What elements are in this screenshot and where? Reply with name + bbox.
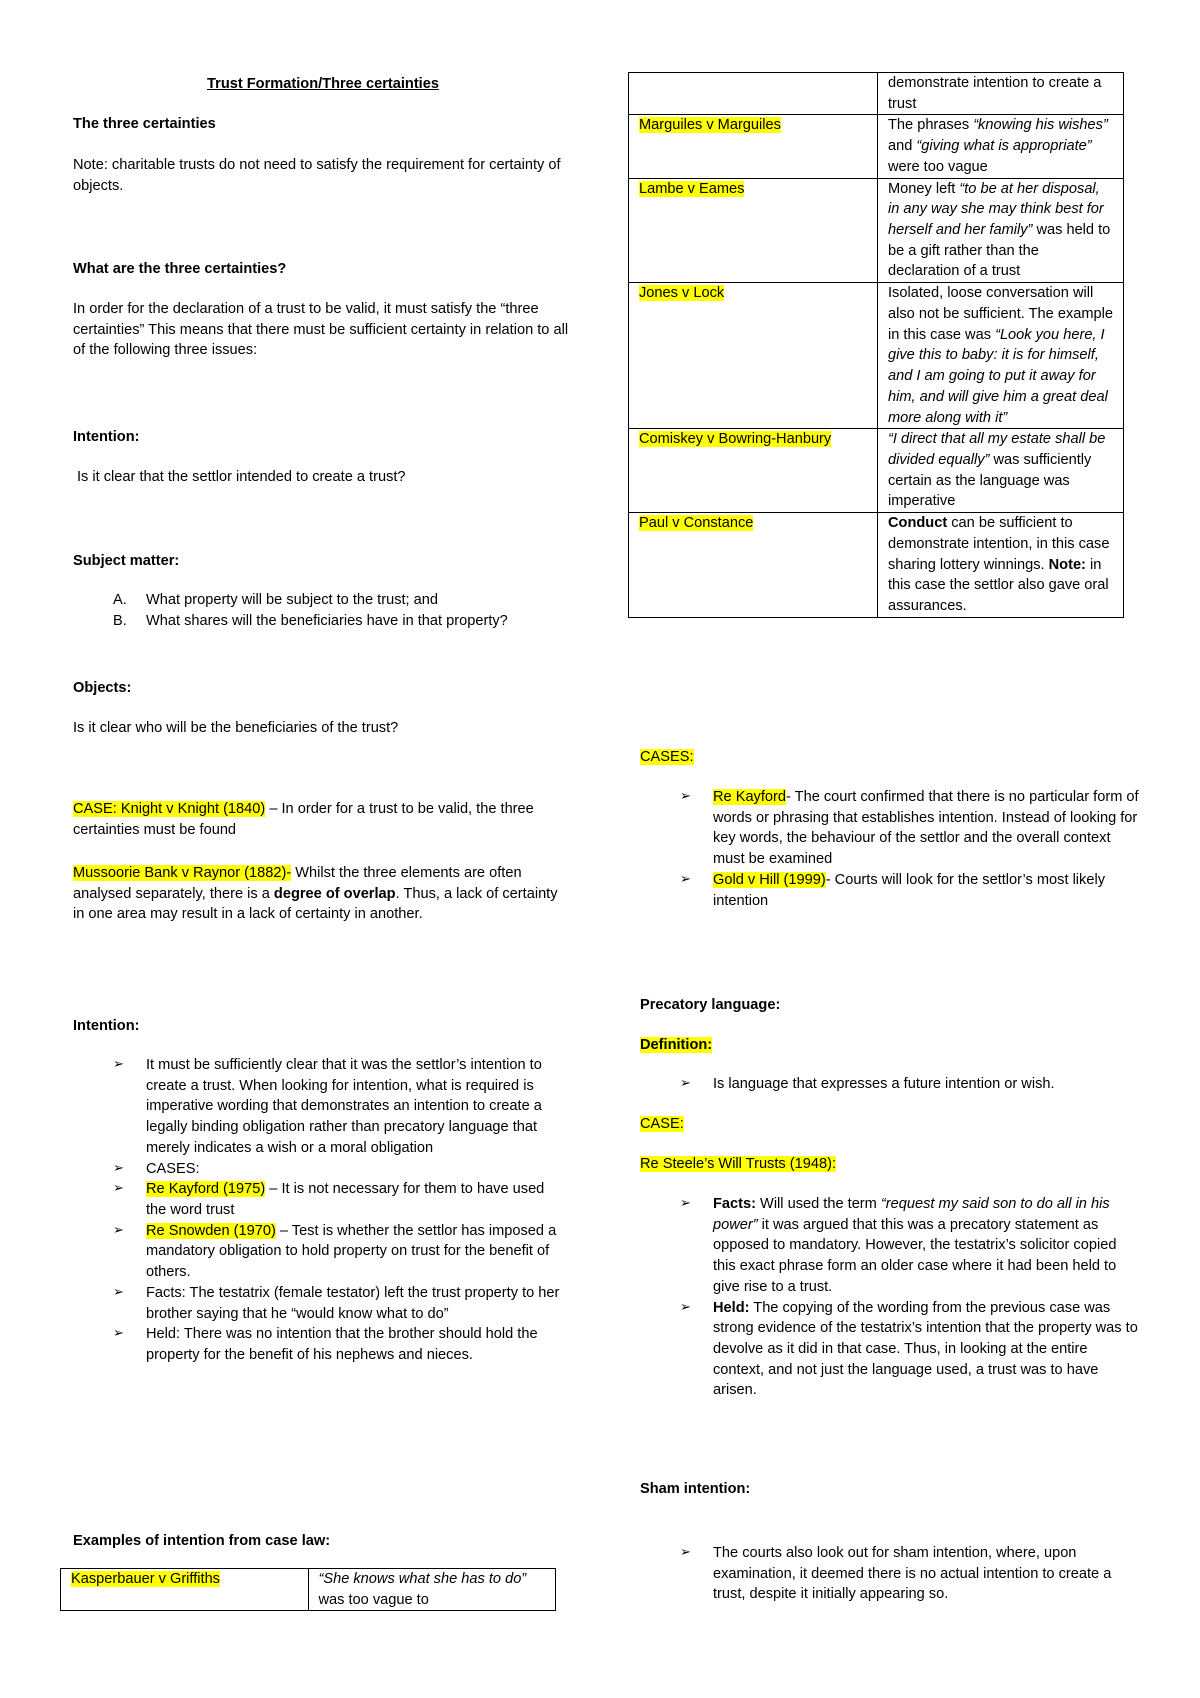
list-item: ➢ Held: The copying of the wording from the previous case was strong evidence of the testatrix’s intention that the property was to devolve as it did in that case. Thus, in looking at the entire context, and not just the language used, a trust was to have arisen.	[680, 1298, 1138, 1399]
list-item: ➢ Re Kayford (1975) – It is not necessary for them to have used the word trust	[113, 1180, 545, 1219]
list-item: ➢ Is language that expresses a future intention or wish.	[680, 1075, 1055, 1092]
list-item: ➢ Facts: The testatrix (female testator) left the trust property to her brother saying that he “would know what to do”	[113, 1283, 560, 1322]
table-row	[629, 115, 1124, 178]
table-cell-case: Comiskey v Bowring-Hanbury	[629, 429, 878, 513]
list-item: ➢ Re Snowden (1970) – Test is whether the settlor has imposed a mandatory obligation to hold property on trust for the benefit of others.	[113, 1221, 557, 1281]
heading-examples: Examples of intention from case law:	[73, 1533, 331, 1549]
charitable-note: Note: charitable trusts do not need to satisfy the requirement for certainty of objects.	[73, 157, 561, 194]
list-item: ➢ Held: There was no intention that the brother should hold the property for the benefit of his nephews and nieces.	[113, 1325, 538, 1364]
table-cell-case: Kasperbauer v Griffiths	[61, 1569, 309, 1611]
arrow-bullet-icon: ➢	[113, 1221, 124, 1237]
intention-question: Is it clear that the settlor intended to create a trust?	[77, 469, 406, 485]
arrow-bullet-icon: ➢	[113, 1159, 124, 1175]
list-item: ➢ Re Kayford- The court confirmed that there is no particular form of words or phrasing that establishes intention. Instead of looking for key words, the behaviour of the settlor and the overall context must be examined	[680, 788, 1139, 868]
arrow-bullet-icon: ➢	[113, 1325, 124, 1341]
examples-table-start	[60, 1568, 556, 1611]
table-row	[629, 429, 1124, 513]
list-item: ➢ It must be sufficiently clear that it was the settlor’s intention to create a trust. When looking for intention, what is required is imperative wording that demonstrates an intention to create a legally binding obligation rather than precatory language that merely indicates a wish or a moral obligation	[113, 1056, 542, 1156]
table-cell-case: Paul v Constance	[629, 513, 878, 618]
list-item: ➢ Facts: Will used the term “request my said son to do all in his power” it was argued that this was a precatory statement as opposed to mandatory. However, the testatrix’s solicitor copied this exact phrase form an older case where it had been held to give rise to a trust.	[680, 1195, 1117, 1295]
list-item: ➢ CASES:	[113, 1159, 200, 1177]
table-cell-description: demonstrate intention to create a trust	[878, 73, 1124, 115]
arrow-bullet-icon: ➢	[113, 1056, 124, 1071]
arrow-bullet-icon: ➢	[680, 788, 691, 803]
cases-bullets	[640, 787, 1140, 911]
table-cell-description: Isolated, loose conversation will also not be sufficient. The example in this case was “Look you here, I give this to baby: it is for himself, and I am going to put it away for him, and will give him a great deal more along with it”	[878, 283, 1124, 429]
heading-cases: CASES:	[640, 749, 694, 765]
table-row	[629, 178, 1124, 283]
intro-paragraph: In order for the declaration of a trust to be valid, it must satisfy the “three certainties” This means that there must be sufficient certainty in relation to all of the following three issues:	[73, 301, 569, 359]
arrow-bullet-icon: ➢	[680, 1298, 691, 1314]
examples-table-continued	[628, 72, 1124, 618]
table-cell-description: Money left “to be at her disposal, in any way she may think best for herself and her family” was held to be a gift rather than the declaration of a trust	[878, 178, 1124, 283]
list-item: A. What property will be subject to the trust; and	[113, 592, 439, 608]
intention-bullets	[73, 1055, 563, 1366]
table-cell-case: Marguiles v Marguiles	[629, 115, 878, 178]
table-cell-description: “She knows what she has to do” was too vague to	[308, 1569, 556, 1611]
definition-bullets	[640, 1074, 1140, 1095]
heading-sham: Sham intention:	[640, 1481, 751, 1497]
arrow-bullet-icon: ➢	[680, 870, 691, 886]
arrow-bullet-icon: ➢	[680, 1544, 691, 1559]
arrow-bullet-icon: ➢	[680, 1195, 691, 1210]
heading-what-are: What are the three certainties?	[73, 261, 287, 277]
table-cell-case	[629, 73, 878, 115]
table-cell-description: “I direct that all my estate shall be divided equally” was sufficiently certain as the language was imperative	[878, 429, 1124, 513]
arrow-bullet-icon: ➢	[680, 1075, 691, 1090]
heading-three-certainties: The three certainties	[73, 116, 216, 132]
document-title: Trust Formation/Three certainties	[207, 76, 439, 92]
table-cell-case: Jones v Lock	[629, 283, 878, 429]
subject-list	[73, 590, 593, 631]
case-mussoorie: Mussoorie Bank v Raynor (1882)- Whilst the three elements are often analysed separately, there is a degree of overlap. Thus, a lack of certainty in one area may result in a lack of certainty in another.	[73, 865, 558, 923]
table-row	[629, 513, 1124, 618]
table-row	[629, 283, 1124, 429]
case-knight: CASE: Knight v Knight (1840) – In order for a trust to be valid, the three certainties must be found	[73, 801, 534, 838]
table-row	[61, 1569, 556, 1611]
table-row	[629, 73, 1124, 115]
heading-intention: Intention:	[73, 429, 140, 445]
case-steele: Re Steele’s Will Trusts (1948):	[640, 1156, 837, 1172]
steele-bullets	[640, 1194, 1140, 1401]
table-cell-description: Conduct can be sufficient to demonstrate intention, in this case sharing lottery winnings. Note: in this case the settlor also gave oral assurances.	[878, 513, 1124, 618]
sham-bullets	[640, 1543, 1140, 1605]
heading-subject-matter: Subject matter:	[73, 553, 180, 569]
heading-objects: Objects:	[73, 680, 132, 696]
heading-precatory: Precatory language:	[640, 997, 781, 1013]
table-cell-case: Lambe v Eames	[629, 178, 878, 283]
list-item: ➢ Gold v Hill (1999)- Courts will look for the settlor’s most likely intention	[680, 870, 1106, 909]
arrow-bullet-icon: ➢	[113, 1283, 124, 1299]
objects-question: Is it clear who will be the beneficiaries of the trust?	[73, 720, 399, 736]
list-item: B. What shares will the beneficiaries have in that property?	[113, 612, 508, 629]
heading-intention-2: Intention:	[73, 1018, 140, 1034]
table-cell-description: The phrases “knowing his wishes” and “giving what is appropriate” were too vague	[878, 115, 1124, 178]
arrow-bullet-icon: ➢	[113, 1180, 124, 1196]
heading-case: CASE:	[640, 1116, 684, 1132]
list-item: ➢ The courts also look out for sham intention, where, upon examination, it deemed there is no actual intention to create a trust, despite it initially appearing so.	[680, 1544, 1112, 1603]
heading-definition: Definition:	[640, 1037, 713, 1053]
